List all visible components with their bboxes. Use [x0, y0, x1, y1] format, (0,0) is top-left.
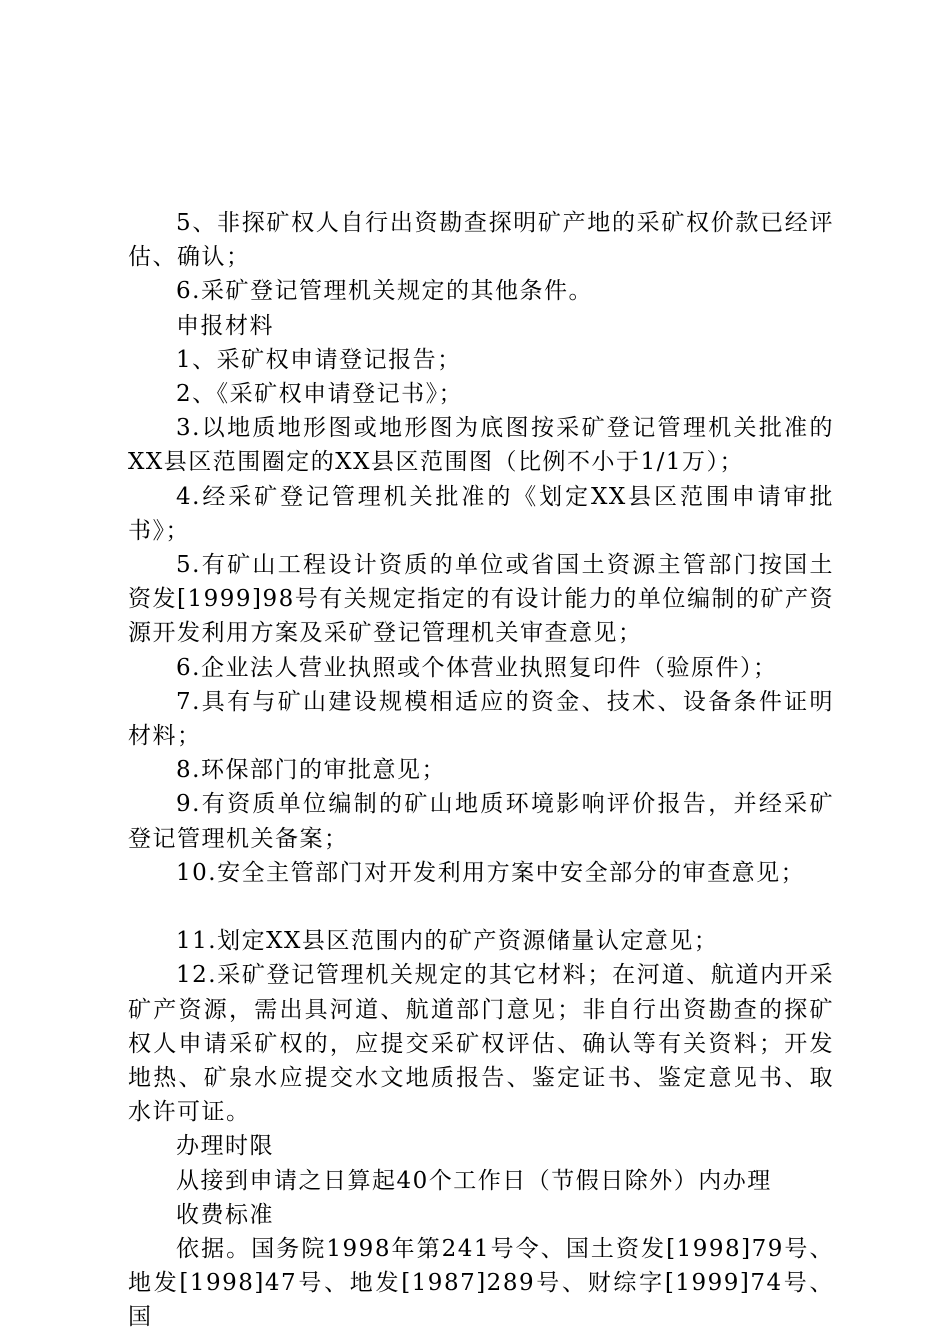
paragraph-material-8: 8.环保部门的审批意见； [176, 757, 446, 784]
paragraph-condition-5: 5、非探矿权人自行出资勘查探明矿产地的采矿权价款已经评估、确认； [128, 210, 834, 271]
section-heading-fees: 收费标准 [176, 1201, 274, 1228]
section-heading-materials: 申报材料 [176, 312, 274, 339]
paragraph-material-1: 1、采矿权申请登记报告； [176, 346, 462, 373]
paragraph-material-7: 7.具有与矿山建设规模相适应的资金、技术、设备条件证明材料； [128, 688, 834, 750]
paragraph-fee-basis: 依据。国务院1998年第241号令、国土资发[1998]79号、地发[1998]47号、地发[1987]289号、财综字[1999]74号、国 [128, 1236, 834, 1331]
document-body [128, 206, 834, 1335]
section-heading-time-limit: 办理时限 [176, 1133, 274, 1160]
paragraph-material-12: 12.采矿登记管理机关规定的其它材料；在河道、航道内开采矿产资源，需出具河道、航道部门意见；非自行出资勘查的探矿权人申请采矿权的，应提交采矿权评估、确认等有关资料；开发地热、矿泉水应提交水文地质报告、鉴定证书、鉴定意见书、取水许可证。 [128, 962, 834, 1126]
paragraph-material-5: 5.有矿山工程设计资质的单位或省国土资源主管部门按国土资发[1999]98号有关规定指定的有设计能力的单位编制的矿产资源开发利用方案及采矿登记管理机关审查意见； [128, 552, 834, 647]
paragraph-material-11: 11.划定XX县区范围内的矿产资源储量认定意见； [176, 928, 719, 955]
paragraph-time-limit: 从接到申请之日算起40个工作日（节假日除外）内办理 [176, 1167, 772, 1194]
paragraph-material-2: 2、《采矿权申请登记书》； [176, 381, 464, 408]
paragraph-condition-6: 6.采矿登记管理机关规定的其他条件。 [176, 278, 593, 305]
paragraph-material-3: 3.以地质地形图或地形图为底图按采矿登记管理机关批准的XX县区范围圈定的XX县区范围图（比例不小于1/1万）； [128, 415, 834, 476]
paragraph-material-9: 9.有资质单位编制的矿山地质环境影响评价报告，并经采矿登记管理机关备案； [128, 791, 834, 852]
paragraph-material-6: 6.企业法人营业执照或个体营业执照复印件（验原件）； [176, 654, 778, 681]
paragraph-material-4: 4.经采矿登记管理机关批准的《划定XX县区范围申请审批书》； [128, 483, 834, 544]
blank-line [128, 890, 834, 924]
paragraph-material-10: 10.安全主管部门对开发利用方案中安全部分的审查意见； [176, 859, 806, 886]
